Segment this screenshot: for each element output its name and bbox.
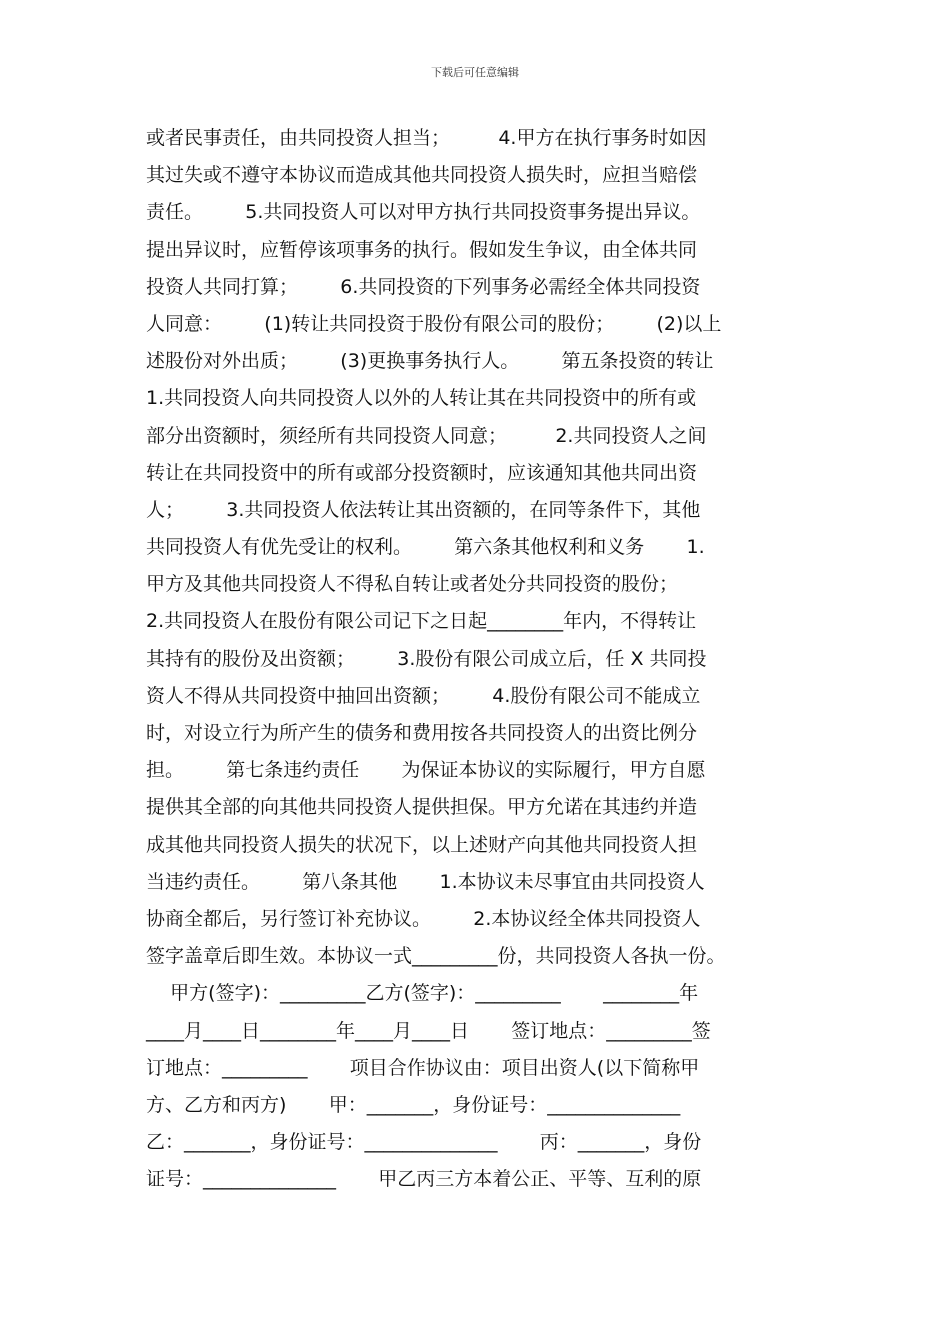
text-line: 当违约责任。 第八条其他 1.本协议未尽事宜由共同投资人 <box>146 870 705 893</box>
text-line: 订地点：_________ 项目合作协议由：项目出资人(以下简称甲 <box>146 1056 700 1079</box>
text-line: 述股份对外出质； (3)更换事务执行人。 第五条投资的转让 <box>146 350 714 373</box>
text-line: 成其他共同投资人损失的状况下，以上述财产向其他共同投资人担 <box>146 833 698 856</box>
text-line: 其持有的股份及出资额； 3.股份有限公司成立后，任 X 共同投 <box>146 647 707 670</box>
text-line: 1.共同投资人向共同投资人以外的人转让其在共同投资中的所有或 <box>146 387 697 410</box>
text-line: 证号：______________ 甲乙丙三方本着公正、平等、互利的原 <box>146 1168 702 1191</box>
text-line: 资人不得从共同投资中抽回出资额； 4.股份有限公司不能成立 <box>146 684 701 707</box>
text-line: 责任。 5.共同投资人可以对甲方执行共同投资事务提出异议。 <box>146 201 701 224</box>
text-line: 乙：_______，身份证号：______________ 丙：_______，身份 <box>146 1131 702 1154</box>
text-line: 共同投资人有优先受让的权利。 第六条其他权利和义务 1. <box>146 536 705 559</box>
text-line: 人同意： (1)转让共同投资于股份有限公司的股份； (2)以上 <box>146 312 722 335</box>
text-line: 提供其全部的向其他共同投资人提供担保。甲方允诺在其违约并造 <box>146 796 698 819</box>
text-line: 部分出资额时，须经所有共同投资人同意； 2.共同投资人之间 <box>146 424 707 447</box>
text-line: 2.共同投资人在股份有限公司记下之日起________年内，不得转让 <box>146 610 697 633</box>
text-line: 签字盖章后即生效。本协议一式_________份，共同投资人各执一份。 <box>146 945 726 968</box>
text-line: 或者民事责任，由共同投资人担当； 4.甲方在执行事务时如因 <box>146 127 707 149</box>
contract-body <box>146 120 826 1198</box>
text-line: 时，对设立行为所产生的债务和费用按各共同投资人的出资比例分 <box>146 722 698 744</box>
text-line: 担。 第七条违约责任 为保证本协议的实际履行，甲方自愿 <box>146 759 706 782</box>
text-line: 转让在共同投资中的所有或部分投资额时，应该通知其他共同出资 <box>146 461 698 484</box>
text-line: 协商全都后，另行签订补充协议。 2.本协议经全体共同投资人 <box>146 907 701 930</box>
text-line: 人； 3.共同投资人依法转让其出资额的，在同等条件下，其他 <box>146 498 701 521</box>
text-line: ____月____日________年____月____日 签订地点：_________签 <box>146 1019 711 1042</box>
text-line: 提出异议时，应暂停该项事务的执行。假如发生争议，由全体共同 <box>146 238 698 261</box>
text-line: 投资人共同打算； 6.共同投资的下列事务必需经全体共同投资 <box>146 275 701 298</box>
text-line: 甲方(签字)：_________乙方(签字)：_________ ________年 <box>146 982 699 1005</box>
text-line: 甲方及其他共同投资人不得私自转让或者处分共同投资的股份； <box>146 573 679 596</box>
page-header: 下载后可任意编辑 <box>431 66 519 79</box>
text-line: 方、乙方和丙方) 甲：_______，身份证号：______________ <box>146 1093 681 1116</box>
text-line: 其过失或不遵守本协议而造成其他共同投资人损失时，应担当赔偿 <box>146 164 698 187</box>
